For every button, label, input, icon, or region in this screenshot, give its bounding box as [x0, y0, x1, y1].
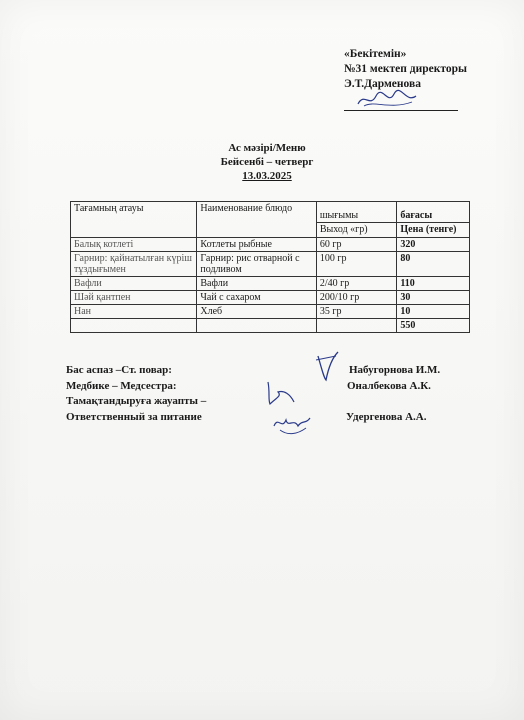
menu-title: Ас мәзірі/Меню	[228, 142, 306, 154]
table-total-row	[71, 319, 470, 333]
cell-name-kz: Шәй қантпен	[71, 291, 197, 305]
approval-title: «Бекітемін»	[344, 48, 407, 60]
cell-yield: 35 гр	[316, 305, 397, 319]
table-row	[71, 277, 470, 291]
cell-yield: 100 гр	[316, 252, 397, 277]
table-row	[71, 291, 470, 305]
responsible-name: Удергенова А.А.	[346, 410, 427, 423]
nurse-name: Оналбекова А.К.	[347, 379, 431, 392]
header-yield-ru: Выход «гр)	[316, 223, 397, 238]
nurse-signature	[262, 378, 298, 408]
cell-price: 10	[397, 305, 470, 319]
header-name-ru: Наименование блюдо	[197, 202, 316, 238]
approval-position: №31 мектеп директоры	[344, 63, 467, 75]
cell-name-kz: Нан	[71, 305, 197, 319]
cell-name-ru: Чай с сахаром	[197, 291, 316, 305]
cell-price: 110	[397, 277, 470, 291]
cell-price: 30	[397, 291, 470, 305]
cell-name-kz: Гарнир: қайнатылған күріш тұздығымен	[71, 252, 197, 277]
menu-date: 13.03.2025	[242, 170, 292, 182]
menu-table	[70, 201, 470, 333]
cell-yield: 200/10 гр	[316, 291, 397, 305]
header-price-ru: Цена (тенге)	[397, 223, 470, 238]
table-header-row	[71, 202, 470, 223]
cook-name: Набугорнова И.М.	[349, 364, 441, 376]
nurse-role: Медбике – Медсестра:	[66, 379, 177, 392]
table-row	[71, 305, 470, 319]
cell-name-kz: Вафли	[71, 277, 197, 291]
cell-name-ru: Гарнир: рис отварной с подливом	[197, 252, 316, 277]
header-price-kz: бағасы	[397, 202, 470, 223]
cell-price: 320	[397, 238, 470, 252]
menu-titles	[0, 141, 524, 183]
cell-name-ru: Котлеты рыбные	[197, 238, 316, 252]
cell-yield: 60 гр	[316, 238, 397, 252]
menu-day: Бейсенбі – четверг	[220, 156, 314, 168]
cook-signature	[312, 350, 342, 384]
responsible-role-ru: Ответственный за питание	[66, 410, 202, 423]
responsible-signature	[270, 410, 312, 438]
cell-total: 550	[397, 319, 470, 333]
cell-price: 80	[397, 252, 470, 277]
staff-row-cook	[66, 363, 486, 379]
approval-director-name: Э.Т.Дарменова	[344, 78, 421, 90]
cell-yield: 2/40 гр	[316, 277, 397, 291]
responsible-role-kz: Тамақтандыруға жауапты –	[66, 395, 207, 407]
table-row	[71, 238, 470, 252]
cook-role: Бас аспаз –Ст. повар:	[66, 364, 172, 376]
table-row	[71, 252, 470, 277]
director-signature	[354, 86, 424, 112]
header-yield-kz: шығымы	[316, 202, 397, 223]
cell-name-ru: Вафли	[197, 277, 316, 291]
cell-name-ru: Хлеб	[197, 305, 316, 319]
cell-name-kz: Балық котлеті	[71, 238, 197, 252]
header-name-kz: Тағамның атауы	[71, 202, 197, 238]
